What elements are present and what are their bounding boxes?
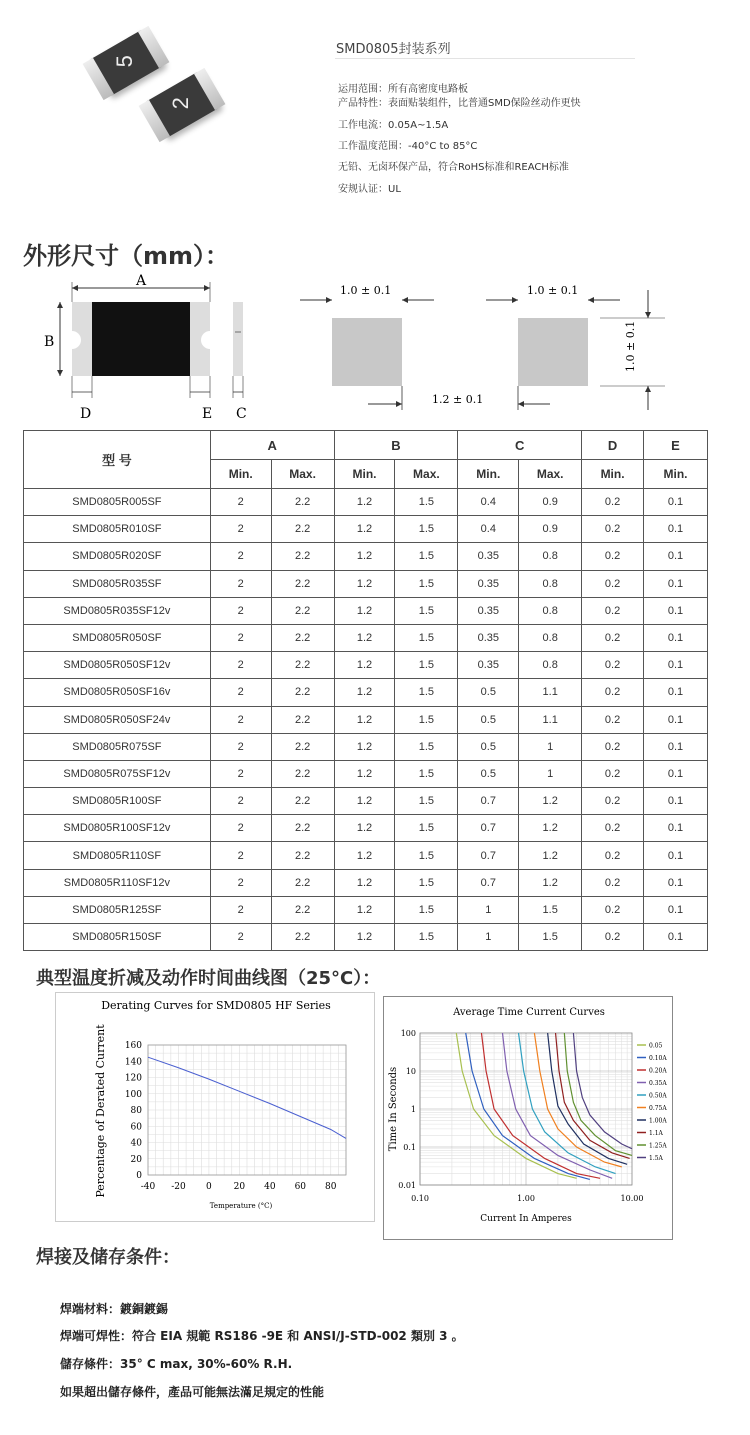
value-cell: 1 xyxy=(519,733,582,760)
value-cell: 0.1 xyxy=(644,760,708,787)
value-cell: 1.5 xyxy=(395,652,458,679)
value-cell: 0.1 xyxy=(644,896,708,923)
value-cell: 0.7 xyxy=(458,869,519,896)
value-cell: 2.2 xyxy=(271,597,334,624)
table-row xyxy=(24,815,708,842)
value-cell: 1.5 xyxy=(395,489,458,516)
value-cell: 0.7 xyxy=(458,842,519,869)
value-cell: 1.2 xyxy=(519,869,582,896)
value-cell: 1.2 xyxy=(334,706,395,733)
value-cell: 1.2 xyxy=(334,516,395,543)
value-cell: 2.2 xyxy=(271,570,334,597)
pad-height-label: 1.0 ± 0.1 xyxy=(624,320,637,372)
x-tick-label: -20 xyxy=(171,1182,186,1192)
value-cell: 0.2 xyxy=(582,597,644,624)
sub-header: Min. xyxy=(334,460,395,489)
value-cell: 0.1 xyxy=(644,543,708,570)
value-cell: 2.2 xyxy=(271,924,334,951)
legend-label: 0.05 xyxy=(649,1042,663,1050)
value-cell: 1 xyxy=(458,924,519,951)
value-cell: 2 xyxy=(210,489,271,516)
table-row xyxy=(24,924,708,951)
value-cell: 0.35 xyxy=(458,652,519,679)
legend-label: 0.10A xyxy=(649,1055,667,1062)
spec-application: 运用范围：所有高密度电路板 xyxy=(338,84,468,95)
legend-label: 1.25A xyxy=(649,1142,667,1150)
solder-material: 焊端材料：鍍銅鍍錫 xyxy=(60,1302,169,1316)
chip-image-1 xyxy=(88,29,164,97)
x-tick-label: 0 xyxy=(206,1182,212,1192)
dim-label-a: A xyxy=(136,273,147,289)
model-cell: SMD0805R110SF xyxy=(24,842,211,869)
table-row xyxy=(24,624,708,651)
value-cell: 0.2 xyxy=(582,733,644,760)
value-cell: 0.2 xyxy=(582,869,644,896)
value-cell: 1.2 xyxy=(334,760,395,787)
series-line xyxy=(519,1033,616,1174)
value-cell: 2.2 xyxy=(271,706,334,733)
value-cell: 0.35 xyxy=(458,570,519,597)
model-cell: SMD0805R050SF16v xyxy=(24,679,211,706)
group-header-d: D xyxy=(582,431,644,460)
x-axis-label: Temperature (°C) xyxy=(209,1202,273,1210)
value-cell: 2.2 xyxy=(271,652,334,679)
value-cell: 2 xyxy=(210,733,271,760)
table-row xyxy=(24,679,708,706)
pad-gap-label: 1.2 ± 0.1 xyxy=(432,393,484,406)
value-cell: 1.2 xyxy=(334,489,395,516)
value-cell: 1.5 xyxy=(395,815,458,842)
value-cell: 0.1 xyxy=(644,842,708,869)
group-header-c: C xyxy=(458,431,582,460)
time-current-chart xyxy=(383,996,673,1240)
model-header: 型 号 xyxy=(24,431,211,489)
value-cell: 2 xyxy=(210,924,271,951)
x-tick-label: -40 xyxy=(140,1182,156,1192)
value-cell: 1.5 xyxy=(395,597,458,624)
model-cell: SMD0805R035SF xyxy=(24,570,211,597)
x-tick-label: 80 xyxy=(325,1182,337,1192)
value-cell: 0.1 xyxy=(644,815,708,842)
value-cell: 1.5 xyxy=(395,624,458,651)
y-tick-label: 80 xyxy=(130,1106,142,1116)
value-cell: 2.2 xyxy=(271,489,334,516)
value-cell: 0.1 xyxy=(644,597,708,624)
value-cell: 0.35 xyxy=(458,624,519,651)
value-cell: 1.5 xyxy=(395,924,458,951)
value-cell: 0.35 xyxy=(458,597,519,624)
value-cell: 0.4 xyxy=(458,489,519,516)
chip-marking: 5 xyxy=(112,55,137,68)
value-cell: 0.8 xyxy=(519,597,582,624)
model-cell: SMD0805R125SF xyxy=(24,896,211,923)
spec-temperature: 工作温度范围：-40°C to 85°C xyxy=(338,141,478,152)
value-cell: 2 xyxy=(210,815,271,842)
model-cell: SMD0805R005SF xyxy=(24,489,211,516)
value-cell: 2 xyxy=(210,706,271,733)
value-cell: 2 xyxy=(210,869,271,896)
model-cell: SMD0805R100SF xyxy=(24,788,211,815)
model-cell: SMD0805R075SF12v xyxy=(24,760,211,787)
value-cell: 1.2 xyxy=(334,652,395,679)
group-header-e: E xyxy=(644,431,708,460)
table-row xyxy=(24,597,708,624)
value-cell: 1.2 xyxy=(334,570,395,597)
value-cell: 0.1 xyxy=(644,489,708,516)
model-cell: SMD0805R050SF24v xyxy=(24,706,211,733)
dim-label-e: E xyxy=(202,406,213,422)
value-cell: 0.2 xyxy=(582,924,644,951)
y-tick-label: 60 xyxy=(130,1122,142,1133)
value-cell: 2.2 xyxy=(271,815,334,842)
value-cell: 0.1 xyxy=(644,788,708,815)
sub-header: Max. xyxy=(519,460,582,489)
value-cell: 2 xyxy=(210,597,271,624)
sub-header: Max. xyxy=(271,460,334,489)
model-cell: SMD0805R075SF xyxy=(24,733,211,760)
model-cell: SMD0805R110SF12v xyxy=(24,869,211,896)
dim-label-d: D xyxy=(80,406,92,422)
value-cell: 1.2 xyxy=(334,624,395,651)
y-tick-label: 0.1 xyxy=(403,1143,416,1152)
y-tick-label: 0 xyxy=(136,1171,142,1181)
value-cell: 2 xyxy=(210,896,271,923)
x-tick-label: 10.00 xyxy=(620,1194,644,1203)
value-cell: 1.2 xyxy=(334,733,395,760)
table-row xyxy=(24,706,708,733)
value-cell: 0.2 xyxy=(582,679,644,706)
value-cell: 1.2 xyxy=(519,842,582,869)
product-photo xyxy=(80,30,240,140)
value-cell: 1.5 xyxy=(395,516,458,543)
value-cell: 2 xyxy=(210,570,271,597)
value-cell: 1.2 xyxy=(334,869,395,896)
y-tick-label: 120 xyxy=(124,1073,142,1084)
sub-header: Min. xyxy=(210,460,271,489)
value-cell: 2 xyxy=(210,543,271,570)
y-tick-label: 100 xyxy=(124,1089,142,1100)
series-line xyxy=(481,1033,600,1178)
value-cell: 1.5 xyxy=(395,543,458,570)
legend-label: 0.50A xyxy=(649,1092,667,1100)
sub-header: Min. xyxy=(582,460,644,489)
x-tick-label: 0.10 xyxy=(411,1194,429,1203)
table-row xyxy=(24,842,708,869)
model-cell: SMD0805R010SF xyxy=(24,516,211,543)
value-cell: 1.2 xyxy=(334,543,395,570)
spec-feature: 产品特性：表面贴装组件，比普通SMD保险丝动作更快 xyxy=(338,98,581,109)
value-cell: 1.5 xyxy=(395,760,458,787)
value-cell: 2 xyxy=(210,842,271,869)
value-cell: 1.2 xyxy=(519,815,582,842)
legend-label: 1.5A xyxy=(649,1155,663,1162)
value-cell: 1.5 xyxy=(395,679,458,706)
spec-certification: 安规认证：UL xyxy=(338,184,401,195)
sub-header: Min. xyxy=(644,460,708,489)
value-cell: 1.1 xyxy=(519,679,582,706)
value-cell: 1.2 xyxy=(334,815,395,842)
solderability: 焊端可焊性：符合 EIA 規範 RS186 -9E 和 ANSI/J-STD-002 類別 3 。 xyxy=(60,1329,464,1343)
value-cell: 0.9 xyxy=(519,489,582,516)
value-cell: 0.8 xyxy=(519,652,582,679)
y-tick-label: 160 xyxy=(124,1041,142,1051)
value-cell: 1.5 xyxy=(395,896,458,923)
spec-current: 工作电流：0.05A~1.5A xyxy=(338,120,449,131)
value-cell: 0.2 xyxy=(582,624,644,651)
y-axis-label: Time In Seconds xyxy=(388,1066,399,1152)
legend-label: 0.75A xyxy=(649,1105,667,1112)
value-cell: 0.2 xyxy=(582,516,644,543)
derating-chart xyxy=(55,992,375,1222)
x-tick-label: 40 xyxy=(264,1182,276,1192)
x-tick-label: 1.00 xyxy=(517,1194,535,1203)
value-cell: 1.5 xyxy=(519,896,582,923)
value-cell: 0.2 xyxy=(582,842,644,869)
model-cell: SMD0805R020SF xyxy=(24,543,211,570)
series-line xyxy=(556,1033,630,1158)
value-cell: 0.1 xyxy=(644,679,708,706)
value-cell: 0.1 xyxy=(644,624,708,651)
value-cell: 0.8 xyxy=(519,543,582,570)
pad-width-label: 1.0 ± 0.1 xyxy=(340,284,392,297)
value-cell: 2.2 xyxy=(271,543,334,570)
value-cell: 2 xyxy=(210,788,271,815)
value-cell: 1.5 xyxy=(395,706,458,733)
value-cell: 2.2 xyxy=(271,842,334,869)
table-row xyxy=(24,516,708,543)
soldering-heading: 焊接及储存条件： xyxy=(36,1247,180,1268)
value-cell: 2 xyxy=(210,624,271,651)
value-cell: 0.1 xyxy=(644,869,708,896)
value-cell: 2.2 xyxy=(271,679,334,706)
legend-label: 1.1A xyxy=(649,1130,663,1137)
value-cell: 1.5 xyxy=(395,842,458,869)
value-cell: 0.5 xyxy=(458,760,519,787)
value-cell: 0.2 xyxy=(582,706,644,733)
value-cell: 0.9 xyxy=(519,516,582,543)
value-cell: 1 xyxy=(458,896,519,923)
value-cell: 2 xyxy=(210,652,271,679)
chart-title: Average Time Current Curves xyxy=(453,1007,605,1018)
value-cell: 2.2 xyxy=(271,760,334,787)
x-tick-label: 20 xyxy=(233,1182,246,1192)
pad-width-label: 1.0 ± 0.1 xyxy=(527,284,579,297)
value-cell: 0.4 xyxy=(458,516,519,543)
spec-rohs: 无铅、无卤环保产品，符合RoHS标准和REACH标准 xyxy=(338,162,569,173)
series-title: SMD0805封装系列 xyxy=(336,42,451,57)
y-tick-label: 0.01 xyxy=(398,1181,416,1190)
chip-image-2 xyxy=(144,71,220,139)
value-cell: 0.1 xyxy=(644,652,708,679)
x-axis-label: Current In Amperes xyxy=(480,1214,572,1224)
table-row xyxy=(24,652,708,679)
table-row xyxy=(24,489,708,516)
value-cell: 1.1 xyxy=(519,706,582,733)
value-cell: 2 xyxy=(210,516,271,543)
value-cell: 1.5 xyxy=(519,924,582,951)
y-tick-label: 1 xyxy=(410,1105,416,1114)
model-cell: SMD0805R050SF xyxy=(24,624,211,651)
table-row xyxy=(24,760,708,787)
model-cell: SMD0805R150SF xyxy=(24,924,211,951)
sub-header: Max. xyxy=(395,460,458,489)
group-header-a: A xyxy=(210,431,334,460)
sub-header: Min. xyxy=(458,460,519,489)
dim-label-b: B xyxy=(44,334,55,350)
value-cell: 2.2 xyxy=(271,733,334,760)
value-cell: 0.5 xyxy=(458,733,519,760)
value-cell: 1.2 xyxy=(334,896,395,923)
value-cell: 0.2 xyxy=(582,760,644,787)
dimension-drawing xyxy=(0,270,750,425)
value-cell: 0.7 xyxy=(458,788,519,815)
table-row xyxy=(24,733,708,760)
x-tick-label: 60 xyxy=(294,1182,307,1192)
value-cell: 1.5 xyxy=(395,869,458,896)
value-cell: 1 xyxy=(519,760,582,787)
dim-label-c: C xyxy=(236,406,247,422)
value-cell: 0.2 xyxy=(582,543,644,570)
legend-label: 0.20A xyxy=(649,1067,667,1075)
value-cell: 0.2 xyxy=(582,788,644,815)
divider xyxy=(335,58,635,59)
y-tick-label: 100 xyxy=(400,1029,416,1038)
value-cell: 0.1 xyxy=(644,570,708,597)
value-cell: 0.1 xyxy=(644,733,708,760)
value-cell: 0.2 xyxy=(582,489,644,516)
y-tick-label: 40 xyxy=(130,1138,142,1149)
model-cell: SMD0805R100SF12v xyxy=(24,815,211,842)
legend-label: 1.00A xyxy=(649,1117,667,1125)
value-cell: 2 xyxy=(210,760,271,787)
legend-label: 0.35A xyxy=(649,1080,667,1087)
y-tick-label: 10 xyxy=(405,1067,416,1076)
value-cell: 0.8 xyxy=(519,624,582,651)
value-cell: 2.2 xyxy=(271,896,334,923)
value-cell: 0.1 xyxy=(644,924,708,951)
table-row xyxy=(24,543,708,570)
value-cell: 1.2 xyxy=(334,842,395,869)
group-header-b: B xyxy=(334,431,458,460)
curves-heading: 典型温度折减及动作时间曲线图（25°C）： xyxy=(36,968,381,989)
value-cell: 0.2 xyxy=(582,896,644,923)
value-cell: 2.2 xyxy=(271,869,334,896)
value-cell: 2.2 xyxy=(271,624,334,651)
value-cell: 0.1 xyxy=(644,706,708,733)
table-row xyxy=(24,570,708,597)
value-cell: 1.2 xyxy=(334,597,395,624)
value-cell: 1.5 xyxy=(395,570,458,597)
value-cell: 1.2 xyxy=(334,679,395,706)
chart-title: Derating Curves for SMD0805 HF Series xyxy=(101,999,331,1012)
chip-marking: 2 xyxy=(168,97,193,110)
y-axis-label: Percentage of Derated Current xyxy=(94,1024,107,1198)
model-cell: SMD0805R035SF12v xyxy=(24,597,211,624)
value-cell: 2 xyxy=(210,679,271,706)
value-cell: 1.2 xyxy=(519,788,582,815)
model-cell: SMD0805R050SF12v xyxy=(24,652,211,679)
value-cell: 0.2 xyxy=(582,570,644,597)
value-cell: 0.5 xyxy=(458,706,519,733)
y-tick-label: 20 xyxy=(130,1154,142,1165)
dimension-table xyxy=(23,430,708,951)
value-cell: 0.7 xyxy=(458,815,519,842)
series-line xyxy=(456,1033,576,1178)
value-cell: 0.35 xyxy=(458,543,519,570)
table-row xyxy=(24,788,708,815)
value-cell: 1.2 xyxy=(334,788,395,815)
value-cell: 0.2 xyxy=(582,815,644,842)
value-cell: 0.8 xyxy=(519,570,582,597)
table-row xyxy=(24,869,708,896)
value-cell: 1.5 xyxy=(395,788,458,815)
value-cell: 1.5 xyxy=(395,733,458,760)
value-cell: 0.2 xyxy=(582,652,644,679)
value-cell: 2.2 xyxy=(271,788,334,815)
value-cell: 0.1 xyxy=(644,516,708,543)
storage-conditions: 儲存條件：35° C max, 30%-60% R.H. xyxy=(60,1357,293,1371)
value-cell: 1.2 xyxy=(334,924,395,951)
y-tick-label: 140 xyxy=(124,1057,142,1068)
table-row xyxy=(24,896,708,923)
dimensions-heading: 外形尺寸（mm）： xyxy=(23,242,230,270)
value-cell: 0.5 xyxy=(458,679,519,706)
value-cell: 2.2 xyxy=(271,516,334,543)
storage-warning: 如果超出儲存條件，產品可能無法滿足規定的性能 xyxy=(60,1385,325,1399)
